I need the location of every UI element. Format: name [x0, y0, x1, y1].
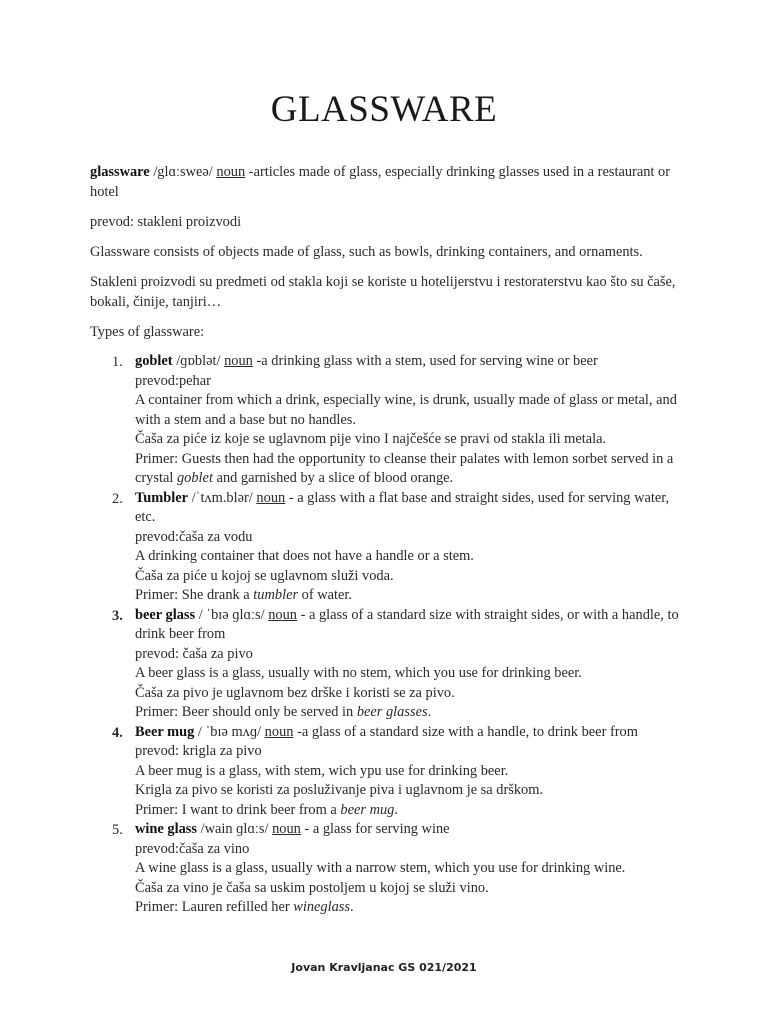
item-pos: noun — [272, 821, 301, 837]
item-prevod: prevod:čaša za vodu — [135, 528, 253, 545]
item-serbian: Čaša za piće iz koje se uglavnom pije vino I najčešće se pravi od stakla ili metala. — [135, 431, 607, 447]
list-item — [90, 606, 690, 723]
list-item — [90, 820, 690, 918]
list-item — [90, 489, 690, 606]
item-pronunciation: / ˈbɪə mʌɡ/ — [197, 723, 262, 740]
item-example-em: tumbler — [253, 587, 299, 603]
item-example-em: goblet — [176, 470, 213, 486]
item-example — [135, 898, 690, 918]
item-example-pre: Primer: Guests then had the opportunity to cleanse their palates with lemon sorbet served in a crystal — [135, 450, 674, 486]
item-example-pre: Primer: I want to drink beer from a — [135, 801, 341, 818]
item-example-pre: Primer: She drank a — [135, 587, 254, 603]
item-pos: noun — [256, 489, 286, 506]
intro-prevod: prevod: stakleni proizvodi — [90, 214, 242, 230]
item-example-em: beer mug — [340, 801, 395, 818]
intro-def: -articles made of glass, especially drinking glasses used in a restaurant or hotel — [90, 164, 670, 200]
glassware-list — [90, 352, 690, 918]
item-serbian: Čaša za vino je čaša sa uskim postoljem u kojoj se služi vino. — [135, 879, 489, 896]
item-prevod: prevod: čaša za pivo — [135, 645, 253, 662]
item-english: A beer mug is a glass, with stem, wich ypu use for drinking beer. — [135, 762, 509, 779]
item-example-post: . — [350, 899, 354, 915]
item-serbian: Čaša za pivo je uglavnom bez drške i koristi se za pivo. — [135, 684, 455, 701]
item-example-post: . — [394, 801, 398, 818]
list-item — [90, 352, 690, 489]
item-pronunciation: / ˈbɪə ɡlɑːs/ — [198, 606, 265, 623]
item-example-post: of water. — [298, 587, 353, 603]
item-def: - a glass with a flat base and straight sides, used for serving water, etc. — [135, 489, 670, 525]
item-number: 2. — [112, 490, 123, 507]
item-example — [135, 450, 690, 489]
intro-paragraph-en: Glassware consists of objects made of glass, such as bowls, drinking containers, and ornaments. — [90, 244, 643, 260]
item-definition — [135, 489, 690, 528]
item-def: -a glass of a standard size with a handle, to drink beer from — [297, 723, 638, 740]
item-definition — [135, 606, 690, 645]
item-definition — [135, 352, 690, 372]
intro-pronunciation: /glɑːsweə/ — [153, 164, 213, 180]
item-number: 3. — [112, 607, 123, 624]
item-example-post: and garnished by a slice of blood orange. — [212, 470, 454, 486]
intro-term: glassware — [90, 164, 150, 180]
item-serbian: Krigla za pivo se koristi za posluživanje piva i uglavnom je sa drškom. — [135, 782, 544, 798]
item-number: 4. — [112, 724, 123, 741]
item-english: A container from which a drink, especially wine, is drunk, usually made of glass or metal, and with a stem and a base but no handles. — [135, 392, 677, 428]
item-term: goblet — [135, 353, 173, 369]
item-number: 1. — [112, 354, 123, 370]
item-term: Beer mug — [135, 723, 195, 740]
item-example-em: beer glasses — [356, 704, 428, 720]
item-prevod: prevod:pehar — [135, 372, 211, 389]
item-def: - a glass of a standard size with straight sides, or with a handle, to drink beer from — [135, 606, 679, 642]
item-prevod: prevod:čaša za vino — [135, 840, 250, 857]
item-term: Tumbler — [135, 489, 189, 506]
document-body — [90, 162, 690, 918]
item-definition — [135, 820, 690, 840]
item-pronunciation: /ˈtʌm.blər/ — [191, 489, 253, 506]
types-heading: Types of glassware: — [90, 324, 205, 340]
item-prevod: prevod: krigla za pivo — [135, 743, 262, 759]
item-pronunciation: /wain ɡlɑːs/ — [200, 821, 269, 837]
item-pronunciation: /ɡɒblət/ — [176, 353, 221, 369]
item-example-pre: Primer: Lauren refilled her — [135, 899, 294, 915]
item-example-pre: Primer: Beer should only be served in — [135, 704, 357, 720]
item-pos: noun — [264, 723, 294, 740]
item-english: A wine glass is a glass, usually with a narrow stem, which you use for drinking wine. — [135, 860, 626, 876]
item-term: beer glass — [135, 606, 196, 623]
item-english: A beer glass is a glass, usually with no stem, which you use for drinking beer. — [135, 665, 582, 681]
intro-pos: noun — [216, 164, 246, 180]
item-serbian: Čaša za piće u kojoj se uglavnom služi voda. — [135, 567, 394, 584]
item-english: A drinking container that does not have a handle or a stem. — [135, 548, 474, 564]
item-def: -a drinking glass with a stem, used for serving wine or beer — [256, 353, 598, 369]
item-example — [135, 586, 690, 606]
page-title: GLASSWARE — [270, 89, 498, 130]
intro-paragraph-sr: Stakleni proizvodi su predmeti od stakla koji se koriste u hotelijerstvu i restoraterstvu kao što su čaše, bokali, činije, tanjiri… — [90, 274, 676, 310]
item-term: wine glass — [135, 821, 197, 837]
item-example-post: . — [427, 704, 432, 720]
item-example — [135, 801, 690, 821]
list-item — [90, 723, 690, 821]
footer-author: Jovan Kravljanac GS 021/2021 — [291, 961, 477, 974]
item-number: 5. — [112, 822, 123, 838]
intro-definition — [90, 162, 690, 202]
item-example — [135, 703, 690, 723]
item-pos: noun — [268, 606, 297, 623]
item-definition — [135, 723, 690, 743]
item-def: - a glass for serving wine — [304, 821, 450, 837]
item-example-em: wineglass — [293, 899, 351, 915]
item-pos: noun — [224, 353, 253, 369]
